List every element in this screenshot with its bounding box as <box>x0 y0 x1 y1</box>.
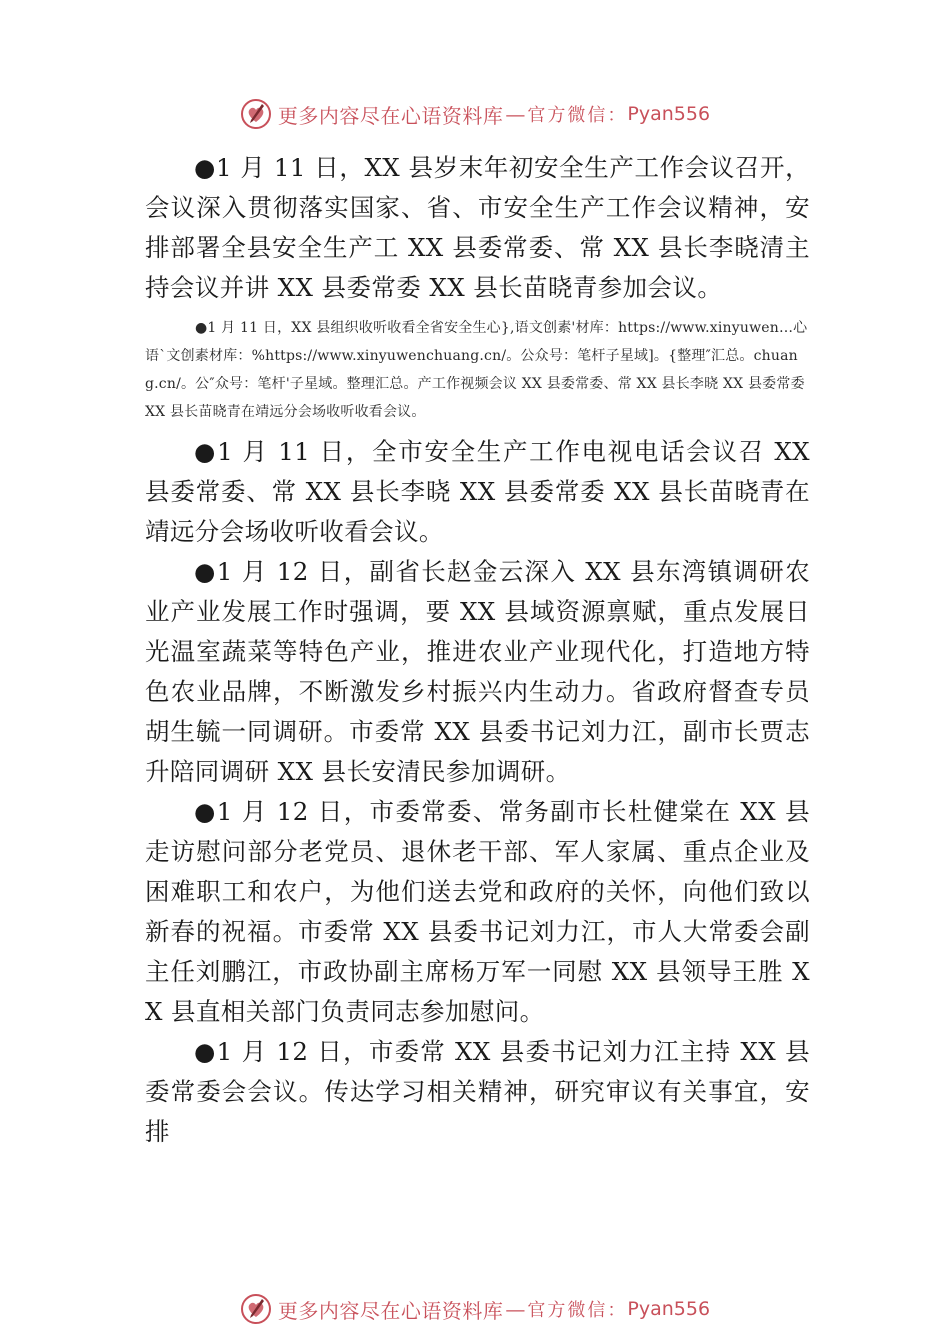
pen-heart-logo-icon <box>240 1293 272 1325</box>
news-item-paragraph: ●1 月 12 日，市委常 XX 县委书记刘力江主持 XX 县委常委会会议。传达学习相关精神，研究审议有关事宜，安排 <box>145 1037 810 1146</box>
footer-wechat-label: 官方微信： <box>527 1300 628 1321</box>
footer-brand-text: 更多内容尽在心语资料库 <box>277 1298 504 1323</box>
header-brand-text: 更多内容尽在心语资料库 <box>277 103 504 128</box>
footer-separator: — <box>505 1297 526 1321</box>
header-wechat-label: 官方微信： <box>527 105 628 126</box>
news-item-paragraph: ●1 月 11 日，XX 县岁末年初安全生产工作会议召开，会议深入贯彻落实国家、省、市安全生产工作会议精神，安排部署全县安全生产工 XX 县委常委、常 XX 县长李晓清主持会议并讲 XX 县委常委 XX 县长苗晓青参加会议。 <box>145 153 810 302</box>
header-banner <box>0 96 950 132</box>
footer-wechat-id: Pyan556 <box>627 1298 711 1320</box>
document-body <box>145 148 810 1152</box>
pen-heart-logo-icon <box>240 98 272 130</box>
news-item-paragraph-small: ●1 月 11 日，XX 县组织收听收看全省安全生心},语文创素'材库：https://www.xinyuwen…心语`文创素材库：%https://www.xinyuwenchuang.cn/。公众号：笔杆子星域]。{整理″汇总。chuang.cn/。公″众号：笔杆'子星域。整理汇总。产工作视频会议 XX 县委常委、常 XX 县长李晓 XX 县委常委 XX 县长苗晓青在靖远分会场收听收看会议。 <box>145 320 808 420</box>
news-item-paragraph: ●1 月 11 日，全市安全生产工作电视电话会议召 XX 县委常委、常 XX 县长李晓 XX 县委常委 XX 县长苗晓青在靖远分会场收听收看会议。 <box>145 437 810 546</box>
news-item-paragraph: ●1 月 12 日，副省长赵金云深入 XX 县东湾镇调研农业产业发展工作时强调，要 XX 县域资源禀赋，重点发展日光温室蔬菜等特色产业，推进农业产业现代化，打造地方特色农业品牌，不断激发乡村振兴内生动力。省政府督查专员胡生毓一同调研。市委常 XX 县委书记刘力江，副市长贾志升陪同调研 XX 县长安清民参加调研。 <box>145 557 810 786</box>
news-item-paragraph: ●1 月 12 日，市委常委、常务副市长杜健棠在 XX 县走访慰问部分老党员、退休老干部、军人家属、重点企业及困难职工和农户，为他们送去党和政府的关怀，向他们致以新春的祝福。市委常 XX 县委书记刘力江，市人大常委会副主任刘鹏江，市政协副主席杨万军一同慰 XX 县领导王胜 XX 县直相关部门负责同志参加慰问。 <box>145 797 810 1026</box>
header-separator: — <box>505 102 526 126</box>
footer-banner <box>0 1291 950 1327</box>
header-wechat-id: Pyan556 <box>627 103 711 125</box>
